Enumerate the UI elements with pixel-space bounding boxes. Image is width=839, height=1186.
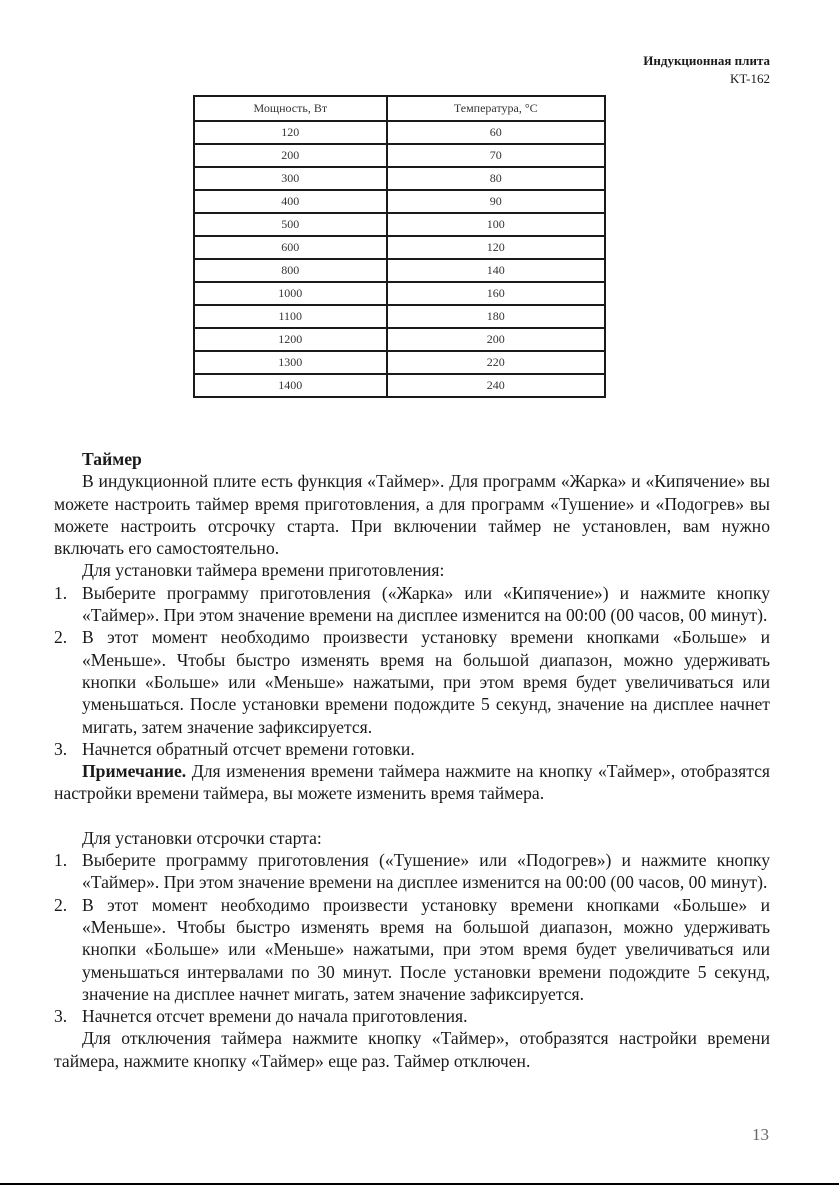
table-row	[194, 351, 605, 374]
note-text: Для изменения времени таймера нажмите на кнопку «Таймер», отобразятся настройки времени таймера, вы можете изменить время таймера.	[54, 761, 770, 804]
power-cell: 800	[194, 259, 387, 282]
list-item	[54, 582, 770, 627]
power-cell: 120	[194, 121, 387, 144]
step-text: Начнется обратный отсчет времени готовки.	[82, 738, 415, 759]
step-number: 1.	[54, 850, 68, 871]
temperature-cell: 200	[387, 328, 605, 351]
step-number: 1.	[54, 582, 68, 603]
power-cell: 1000	[194, 282, 387, 305]
power-cell: 1200	[194, 328, 387, 351]
step-text: Выберите программу приготовления («Тушение» или «Подогрев») и нажмите кнопку «Таймер». При этом значение времени на дисплее изменится на 00:00 (00 часов, 00 минут).	[82, 850, 770, 893]
temperature-cell: 80	[387, 167, 605, 190]
temperature-cell: 90	[387, 190, 605, 213]
power-cell: 1300	[194, 351, 387, 374]
product-name: Индукционная плита	[643, 53, 770, 68]
note-paragraph	[54, 760, 770, 805]
closing-paragraph: Для отключения таймера нажмите кнопку «Таймер», отобразятся настройки времени таймера, нажмите кнопку «Таймер» еще раз. Таймер отключен.	[54, 1028, 770, 1071]
temperature-cell: 220	[387, 351, 605, 374]
step-number: 2.	[54, 627, 68, 648]
temperature-cell: 70	[387, 144, 605, 167]
section-title: Таймер	[82, 449, 142, 469]
power-cell: 300	[194, 167, 387, 190]
table-row	[194, 167, 605, 190]
power-cell: 1400	[194, 374, 387, 397]
cook-time-lead: Для установки таймера времени приготовления:	[82, 560, 445, 581]
step-number: 3.	[54, 1006, 68, 1027]
temperature-cell: 60	[387, 121, 605, 144]
table-row	[194, 328, 605, 351]
table-row	[194, 259, 605, 282]
page-number: 13	[752, 1125, 769, 1144]
page-header	[643, 52, 770, 88]
table-row	[194, 374, 605, 397]
temperature-cell: 100	[387, 213, 605, 236]
step-number: 3.	[54, 738, 68, 759]
step-text: Начнется отсчет времени до начала приготовления.	[82, 1006, 468, 1027]
column-header-power: Мощность, Вт	[194, 96, 387, 121]
intro-paragraph: В индукционной плите есть функция «Таймер». Для программ «Жарка» и «Кипячение» вы можете настроить таймер время приготовления, а для программ «Тушение» и «Подогрев» вы можете настроить отсрочку старта. При включении таймер не установлен, вам нужно включать его самостоятельно.	[54, 471, 770, 559]
table-row	[194, 282, 605, 305]
list-item	[54, 1005, 770, 1027]
timer-section	[54, 448, 770, 1072]
column-header-temperature: Температура, °С	[387, 96, 605, 121]
cook-time-steps	[54, 582, 770, 760]
step-number: 2.	[54, 894, 68, 915]
step-text: В этот момент необходимо произвести установку времени кнопками «Больше» и «Меньше». Чтобы быстро изменять время на большой диапазон, можно удерживать кнопки «Больше» или «Меньше» нажатыми, при этом время будет увеличиваться или уменьшаться. После установки времени подождите 5 секунд, значение на дисплее начнет мигать, затем значение зафиксируется.	[82, 627, 770, 737]
table-row	[194, 236, 605, 259]
spacer	[54, 805, 770, 827]
power-cell: 600	[194, 236, 387, 259]
table-row	[194, 121, 605, 144]
list-item	[54, 738, 770, 760]
list-item	[54, 626, 770, 737]
temperature-cell: 180	[387, 305, 605, 328]
temperature-cell: 240	[387, 374, 605, 397]
temperature-cell: 140	[387, 259, 605, 282]
table-row	[194, 213, 605, 236]
power-temperature-table	[193, 95, 606, 398]
delay-start-lead: Для установки отсрочки старта:	[82, 827, 322, 848]
temperature-cell: 160	[387, 282, 605, 305]
power-cell: 1100	[194, 305, 387, 328]
table-row	[194, 190, 605, 213]
table-row	[194, 144, 605, 167]
power-cell: 400	[194, 190, 387, 213]
list-item	[54, 894, 770, 1005]
table-header-row	[194, 96, 605, 121]
bottom-rule	[0, 1183, 839, 1185]
step-text: Выберите программу приготовления («Жарка» или «Кипячение») и нажмите кнопку «Таймер». При этом значение времени на дисплее изменится на 00:00 (00 часов, 00 минут).	[82, 582, 770, 626]
product-model: KT-162	[730, 71, 770, 86]
power-cell: 200	[194, 144, 387, 167]
step-text: В этот момент необходимо произвести установку времени кнопками «Больше» и «Меньше». Чтобы быстро изменять время на большой диапазон, можно удерживать кнопки «Больше» или «Меньше» нажатыми, при этом время будет увеличиваться или уменьшаться интервалами по 30 минут. После установки времени подождите 5 секунд, значение на дисплее начнет мигать, затем значение зафиксируется.	[82, 894, 770, 1004]
power-cell: 500	[194, 213, 387, 236]
delay-start-steps	[54, 849, 770, 1027]
table-row	[194, 305, 605, 328]
list-item	[54, 849, 770, 894]
temperature-cell: 120	[387, 236, 605, 259]
note-label: Примечание.	[82, 761, 187, 782]
